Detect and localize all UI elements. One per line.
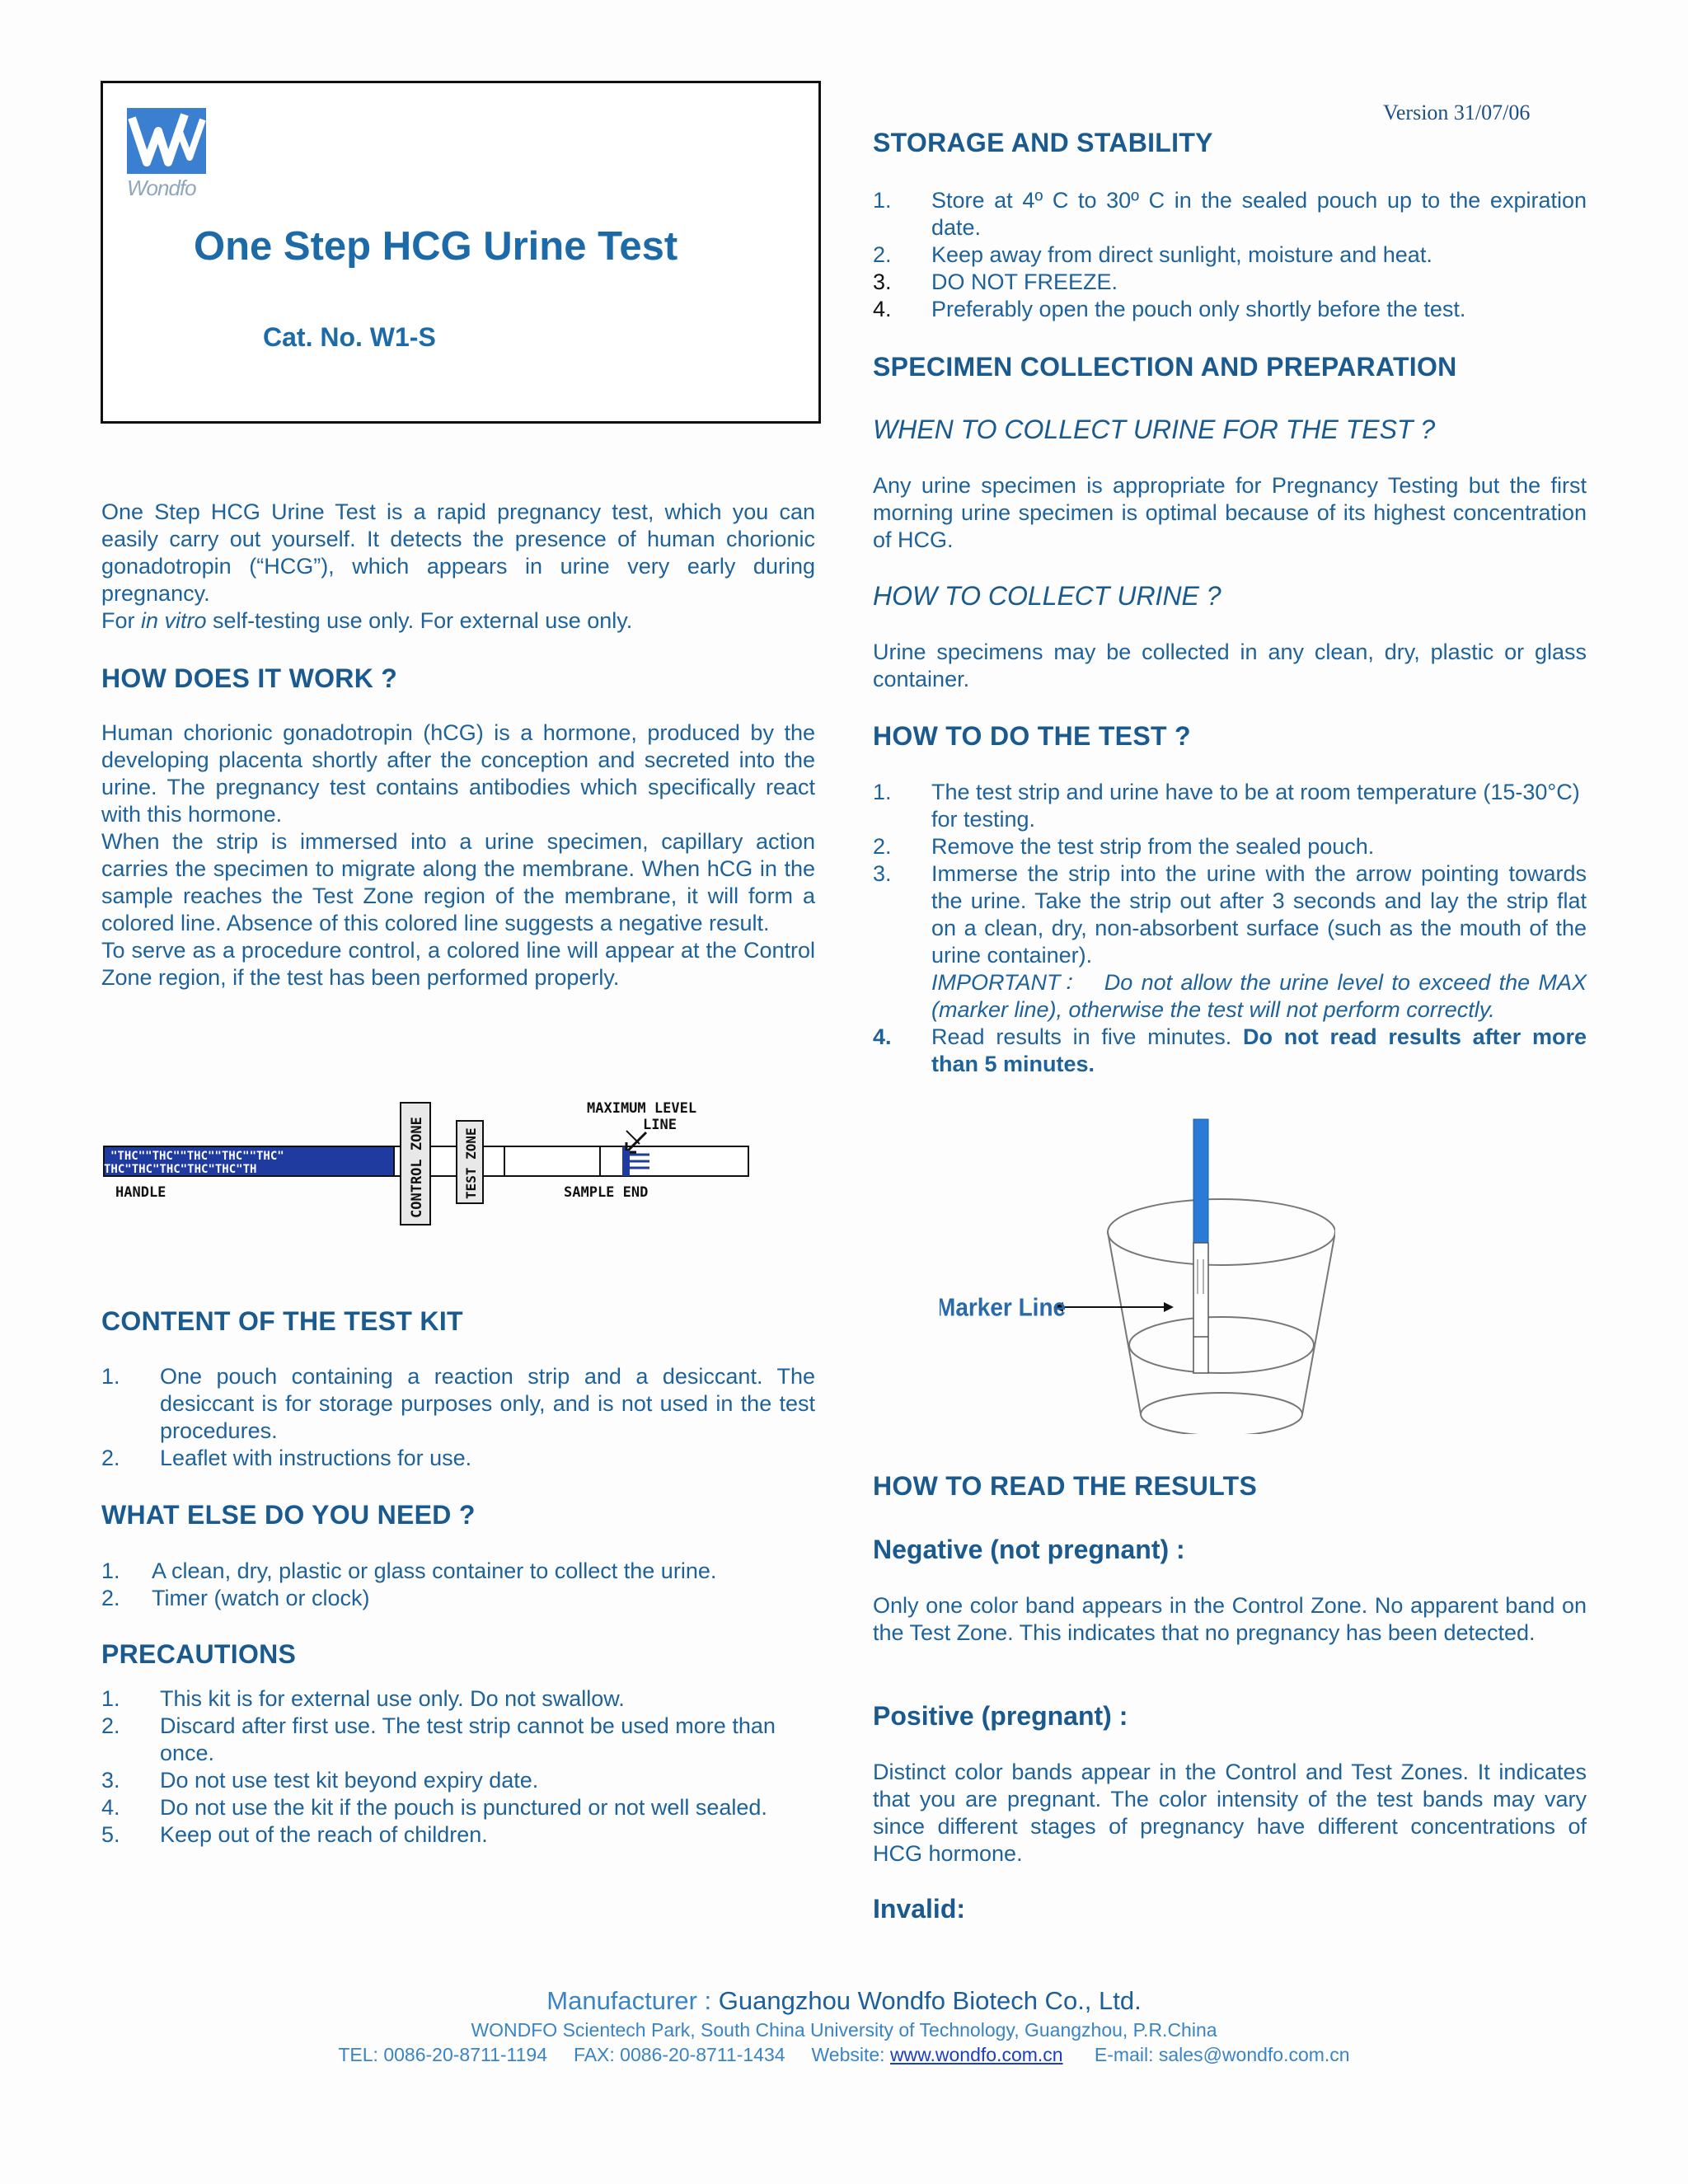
strip-diagram-svg — [102, 1094, 753, 1226]
do-test-list — [873, 779, 1587, 1078]
catalog-number: Cat. No. W1-S — [263, 322, 436, 352]
list-item: 3. DO NOT FREEZE. — [873, 269, 1118, 294]
svg-text:"THC""THC""THC""THC""THC": "THC""THC""THC""THC""THC" — [110, 1150, 284, 1163]
intro-usage: For in vitro self-testing use only. For external use only. — [101, 608, 633, 633]
sample-end-label: SAMPLE END — [564, 1184, 649, 1201]
else-need-heading: WHAT ELSE DO YOU NEED ? — [101, 1500, 476, 1530]
list-item: 1. One pouch containing a reaction strip and a desiccant. The desiccant is for storage purposes only, and is not used in the test procedures. — [101, 1364, 815, 1443]
how-works-p1: Human chorionic gonadotropin (hCG) is a hormone, produced by the developing placenta shortly after the conception and secreted into the urine. The pregnancy test contains antibodies which specifically react with this hormone. — [101, 720, 815, 827]
negative-text: Only one color band appears in the Control Zone. No apparent band on the Test Zone. This indicates that no pregnancy has been detected. — [873, 1593, 1587, 1645]
list-item: 4. Preferably open the pouch only shortly before the test. — [873, 297, 1466, 321]
content-kit-list — [101, 1363, 815, 1472]
specimen-heading: SPECIMEN COLLECTION AND PREPARATION — [873, 352, 1457, 382]
how-works-p2: When the strip is immersed into a urine specimen, capillary action carries the specimen to migrate along the membrane. When hCG in the sample reaches the Test Zone region of the membrane, it will form a colored line. Absence of this colored line suggests a negative result. — [101, 829, 815, 935]
cup-diagram-svg — [940, 1113, 1335, 1434]
invalid-heading: Invalid: — [873, 1894, 966, 1924]
how-works-p3: To serve as a procedure control, a colored line will appear at the Control Zone region, if the test has been performed properly. — [101, 938, 815, 990]
read-results-heading: HOW TO READ THE RESULTS — [873, 1471, 1258, 1501]
logo-wordmark: Wondfo — [127, 176, 196, 200]
when-collect-heading: WHEN TO COLLECT URINE FOR THE TEST ? — [873, 415, 1436, 444]
precautions-list — [101, 1685, 815, 1849]
footer-address: WONDFO Scientech Park, South China University of Technology, Guangzhou, P.R.China — [471, 2019, 1217, 2041]
content-kit-heading: CONTENT OF THE TEST KIT — [101, 1306, 463, 1336]
positive-heading: Positive (pregnant) : — [873, 1701, 1128, 1731]
else-need-list — [101, 1558, 815, 1612]
title-box — [101, 81, 821, 424]
footer-manufacturer — [0, 1986, 1688, 2016]
list-item: 2. Leaflet with instructions for use. — [101, 1446, 472, 1470]
intro-text — [101, 499, 815, 635]
how-works-heading: HOW DOES IT WORK ? — [101, 663, 398, 693]
footer-fax: FAX: 0086-20-8711-1434 — [573, 2044, 785, 2065]
list-item: 4. Do not use the kit if the pouch is punctured or not well sealed. — [101, 1795, 767, 1820]
list-item: 3. Immerse the strip into the urine with the arrow pointing towards the urine. Take the strip out after 3 seconds and lay the strip flat on a clean, dry, non-absorbent surface (such as the mouth of the urine container). IMPORTANT： Do not allow the urine level to exceed the MAX (marker line), otherwise the test will not perform correctly. — [873, 861, 1587, 1022]
list-item: 1. This kit is for external use only. Do not swallow. — [101, 1686, 625, 1711]
precautions-heading: PRECAUTIONS — [101, 1639, 297, 1669]
marker-line-label: Marker Line — [940, 1293, 1067, 1322]
manufacturer-label: Manufacturer : — [546, 1986, 719, 2015]
how-works-text — [101, 719, 815, 991]
handle-label: HANDLE — [115, 1184, 166, 1201]
wondfo-logo — [125, 106, 209, 201]
list-item: 4. Read results in five minutes. Do not read results after more than 5 minutes. — [873, 1024, 1587, 1076]
strip-diagram — [102, 1094, 753, 1226]
negative-heading: Negative (not pregnant) : — [873, 1535, 1185, 1564]
how-collect-text: Urine specimens may be collected in any clean, dry, plastic or glass container. — [873, 640, 1587, 691]
cup-diagram — [940, 1113, 1335, 1434]
important-note: IMPORTANT： Do not allow the urine level to exceed the MAX (marker line), otherwise the test will not perform correctly. — [931, 970, 1587, 1022]
positive-text: Distinct color bands appear in the Control and Test Zones. It indicates that you are pregnant. The color intensity of the test bands may vary since different stages of pregnancy have different concentrations of HCG hormone. — [873, 1760, 1587, 1866]
website-link[interactable]: www.wondfo.com.cn — [889, 2044, 1063, 2065]
do-test-heading: HOW TO DO THE TEST ? — [873, 721, 1191, 751]
list-item: 1. Store at 4º C to 30º C in the sealed pouch up to the expiration date. — [873, 188, 1587, 240]
when-collect-text: Any urine specimen is appropriate for Pregnancy Testing but the first morning urine specimen is optimal because of its highest concentration of HCG. — [873, 473, 1587, 552]
line-label: LINE — [643, 1117, 677, 1133]
footer-contacts — [0, 2044, 1688, 2066]
control-zone-label: CONTROL ZONE — [409, 1117, 425, 1218]
list-item: 2. Timer (watch or clock) — [101, 1586, 370, 1610]
manufacturer-name: Guangzhou Wondfo Biotech Co., Ltd. — [718, 1986, 1142, 2015]
storage-list — [873, 187, 1587, 323]
list-item: 5. Keep out of the reach of children. — [101, 1822, 488, 1847]
version-label: Version 31/07/06 — [1383, 101, 1531, 124]
list-item: 3. Do not use test kit beyond expiry date. — [101, 1768, 539, 1793]
max-level-label: MAXIMUM LEVEL — [587, 1100, 697, 1117]
page-title: One Step HCG Urine Test — [194, 224, 678, 269]
footer-tel: TEL: 0086-20-8711-1194 — [338, 2044, 547, 2065]
test-zone-label: TEST ZONE — [463, 1127, 479, 1199]
intro-paragraph: One Step HCG Urine Test is a rapid pregnancy test, which you can easily carry out yourself. It detects the presence of human chorionic gonadotropin (“HCG”), which appears in urine very early during pregnancy. — [101, 499, 815, 606]
how-collect-heading: HOW TO COLLECT URINE ? — [873, 581, 1221, 611]
list-item: 1. The test strip and urine have to be at room temperature (15-30°C) for testing. — [873, 780, 1580, 832]
footer-email: E-mail: sales@wondfo.com.cn — [1094, 2044, 1350, 2065]
svg-text:THC"THC"THC"THC"THC"TH: THC"THC"THC"THC"THC"TH — [104, 1163, 257, 1176]
storage-heading: STORAGE AND STABILITY — [873, 128, 1213, 157]
list-item: 2. Remove the test strip from the sealed pouch. — [873, 834, 1375, 859]
list-item: 1. A clean, dry, plastic or glass container to collect the urine. — [101, 1558, 717, 1583]
list-item: 2. Keep away from direct sunlight, moisture and heat. — [873, 242, 1432, 267]
footer-website-label: Website: — [811, 2044, 890, 2065]
list-item: 2. Discard after first use. The test strip cannot be used more than once. — [101, 1713, 776, 1765]
